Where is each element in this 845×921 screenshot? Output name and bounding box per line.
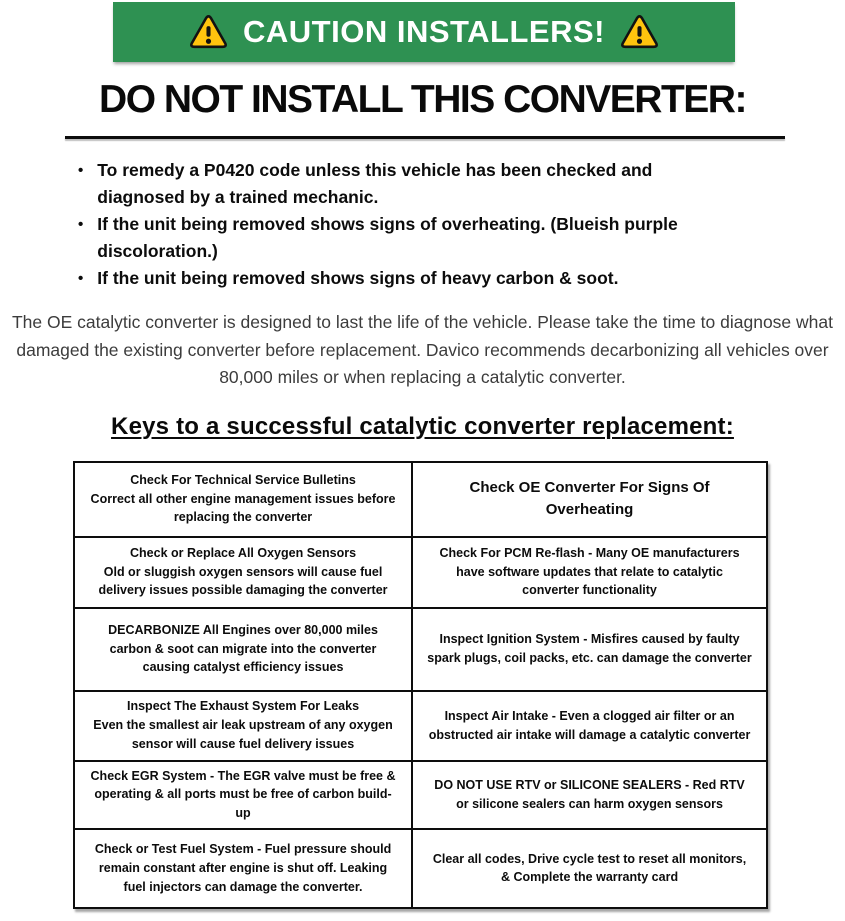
cell-line: DO NOT USE RTV or SILICONE SEALERS - Red RTV or silicone sealers can harm oxygen sensors (434, 777, 745, 811)
cell-line: Check or Replace All Oxygen Sensors (130, 545, 357, 560)
bullet-icon: • (78, 216, 84, 233)
cell-line: Check For Technical Service Bulletins (130, 472, 356, 487)
keys-table (73, 461, 768, 909)
cell-line: Clear all codes, Drive cycle test to reset all monitors, & Complete the warranty card (432, 851, 747, 885)
table-cell-right (411, 609, 766, 690)
bullet-icon: • (78, 270, 84, 287)
table-row (75, 463, 766, 536)
table-cell-left (75, 762, 411, 828)
warning-triangle-icon (190, 15, 227, 49)
banner-title: CAUTION INSTALLERS! (243, 14, 605, 49)
cell-line: Correct all other engine management issues before replacing the converter (90, 491, 396, 525)
divider-line (65, 136, 785, 139)
cell-line: Old or sluggish oxygen sensors will cause fuel delivery issues possible damaging the converter (98, 564, 388, 598)
cell-line: Inspect The Exhaust System For Leaks (127, 699, 360, 714)
table-cell-left (75, 692, 411, 760)
cell-line: DECARBONIZE All Engines over 80,000 miles carbon & soot can migrate into the converter causing catalyst efficiency issues (108, 622, 378, 675)
warning-triangle-icon (621, 15, 658, 49)
table-cell-left (75, 463, 411, 536)
cell-line: Check For PCM Re-flash - Many OE manufacturers have software updates that relate to catalytic converter functionality (439, 545, 740, 598)
warning-item (78, 211, 738, 265)
cell-line: Check OE Converter For Signs Of Overheating (469, 478, 710, 518)
table-cell-left (75, 538, 411, 607)
warning-text: To remedy a P0420 code unless this vehicle has been checked and diagnosed by a trained mechanic. (97, 160, 653, 207)
cell-line: Inspect Air Intake - Even a clogged air filter or an obstructed air intake will damage a catalytic converter (428, 708, 751, 742)
table-cell-right (411, 463, 766, 536)
table-row (75, 760, 766, 828)
table-row (75, 536, 766, 607)
cell-line: Inspect Ignition System - Misfires caused by faulty spark plugs, coil packs, etc. can damage the converter (427, 632, 752, 665)
table-cell-right (411, 538, 766, 607)
table-cell-left (75, 830, 411, 907)
table-cell-right (411, 762, 766, 828)
warning-list (78, 157, 738, 292)
caution-banner (113, 2, 735, 62)
table-cell-right (411, 830, 766, 907)
table-cell-left (75, 609, 411, 690)
cell-line: Check EGR System - The EGR valve must be free & operating & all ports must be free of carbon build-up (90, 768, 396, 820)
table-cell-right (411, 692, 766, 760)
intro-paragraph: The OE catalytic converter is designed to last the life of the vehicle. Please take the time to diagnose what damaged the existing converter before replacement. Davico recommends decarbonizing all vehicles over 80,000 miles or when replacing a catalytic converter. (11, 312, 833, 387)
table-row (75, 828, 766, 907)
warning-item (78, 265, 738, 292)
keys-heading: Keys to a successful catalytic converter replacement: (111, 412, 734, 440)
bullet-icon: • (78, 162, 84, 179)
warning-text: If the unit being removed shows signs of overheating. (Blueish purple discoloration.) (97, 214, 678, 261)
table-row (75, 607, 766, 690)
warning-text: If the unit being removed shows signs of heavy carbon & soot. (97, 268, 619, 288)
warning-item (78, 157, 738, 211)
cell-line: Check or Test Fuel System - Fuel pressure should remain constant after engine is shut off. Leaking fuel injectors can damage the converter. (94, 842, 392, 894)
page-title: DO NOT INSTALL THIS CONVERTER: (99, 78, 746, 121)
table-row (75, 690, 766, 760)
cell-line: Even the smallest air leak upstream of any oxygen sensor will cause fuel delivery issues (93, 718, 393, 751)
